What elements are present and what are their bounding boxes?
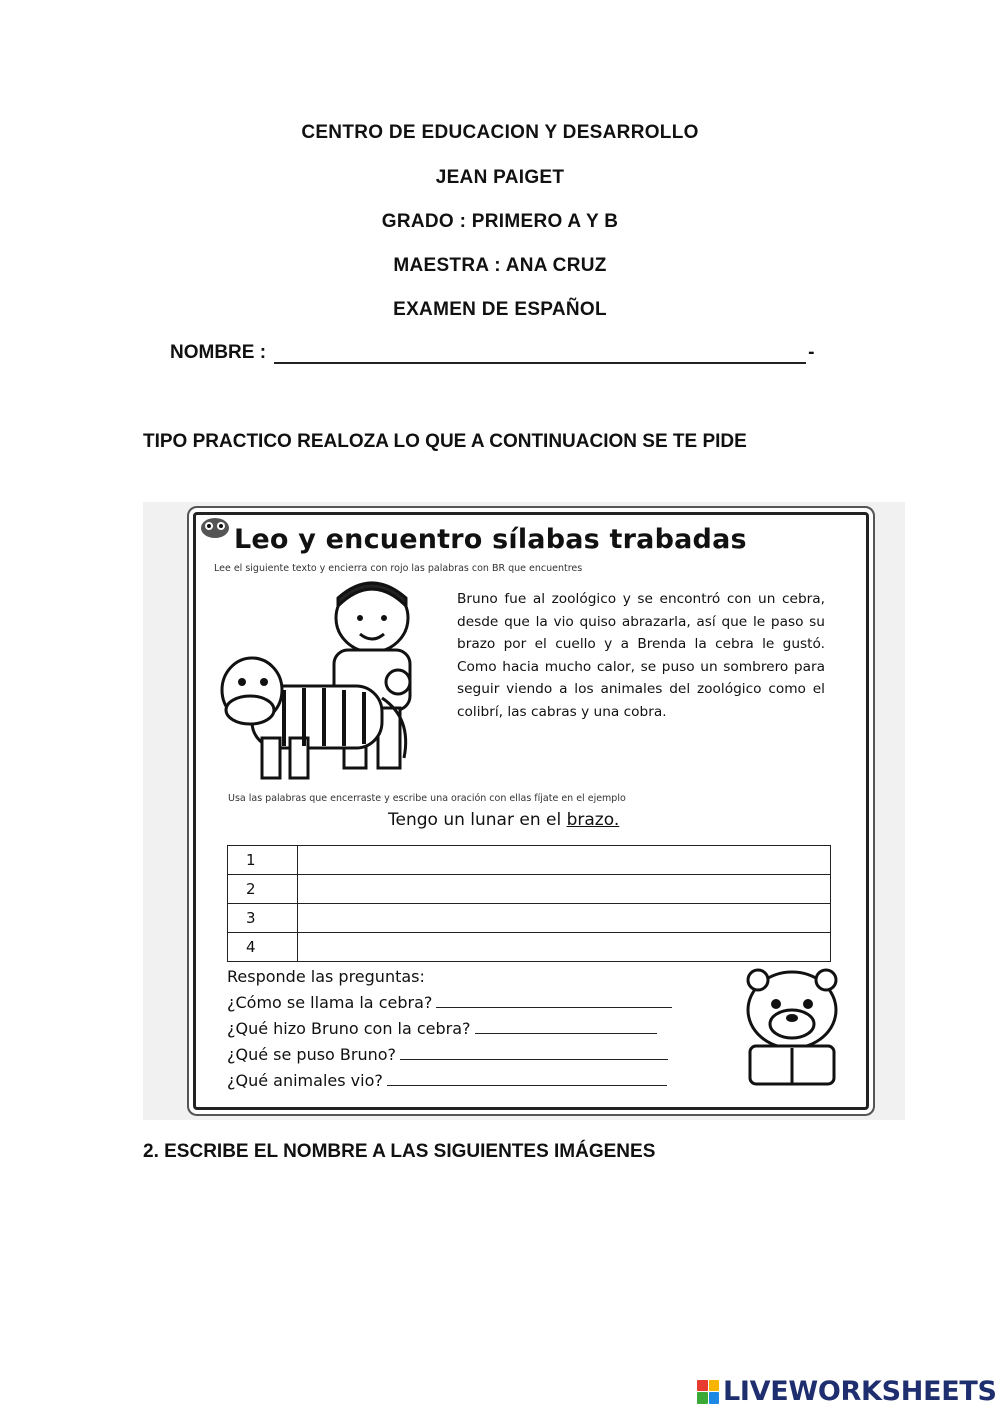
question-item: ¿Qué se puso Bruno? — [227, 1042, 672, 1068]
example-word: brazo. — [566, 810, 620, 830]
tiger-reading-illustration — [720, 968, 860, 1092]
table-row — [228, 875, 831, 904]
example-sentence — [388, 810, 619, 830]
question-item: ¿Cómo se llama la cebra? — [227, 990, 672, 1016]
header-line-5: EXAMEN DE ESPAÑOL — [393, 299, 607, 320]
sentence-lines-table — [227, 845, 831, 962]
name-input-line[interactable] — [274, 344, 806, 364]
sentence-line[interactable] — [298, 846, 831, 875]
brand-text: LIVEWORKSHEETS — [723, 1376, 997, 1407]
sentence-line[interactable] — [298, 904, 831, 933]
row-number: 2 — [228, 875, 298, 904]
question-item: ¿Qué hizo Bruno con la cebra? — [227, 1016, 672, 1042]
liveworksheets-brand — [697, 1376, 997, 1407]
usage-instruction: Usa las palabras que encerraste y escribe una oración con ellas fíjate en el ejemplo — [228, 793, 626, 804]
question-item: ¿Qué animales vio? — [227, 1068, 672, 1094]
boy-and-zebra-illustration — [214, 578, 439, 788]
sentence-line[interactable] — [298, 875, 831, 904]
table-row — [228, 846, 831, 875]
reading-story: Bruno fue al zoológico y se encontró con un cebra, desde que la vio quiso abrazarla, así que le paso su brazo por el cuello y a Brenda la cebra le gustó. Como hacia mucho calor, se puso un sombrero para seguir viendo a los animales del zoológico como el colibrí, las cabras y una cobra. — [457, 591, 825, 720]
sentence-line[interactable] — [298, 933, 831, 962]
name-label: NOMBRE : — [170, 342, 267, 363]
name-row — [170, 342, 814, 364]
header-line-1: CENTRO DE EDUCACION Y DESARROLLO — [301, 122, 699, 143]
example-prefix: Tengo un lunar en el — [388, 810, 562, 830]
header-line-3: GRADO : PRIMERO A Y B — [381, 211, 619, 232]
table-row — [228, 933, 831, 962]
row-number: 1 — [228, 846, 298, 875]
table-row — [228, 904, 831, 933]
answer-line[interactable] — [436, 993, 672, 1008]
worksheet-subtitle: Lee el siguiente texto y encierra con rojo las palabras con BR que encuentres — [214, 563, 583, 574]
answer-line[interactable] — [387, 1071, 667, 1086]
name-line-end: - — [808, 342, 815, 363]
header-line-4: MAESTRA : ANA CRUZ — [393, 255, 607, 276]
questions-block — [227, 964, 672, 1094]
bee-logo-icon — [195, 514, 235, 542]
answer-line[interactable] — [400, 1045, 668, 1060]
row-number: 4 — [228, 933, 298, 962]
header-line-2: JEAN PAIGET — [435, 167, 565, 188]
section-2-heading: 2. ESCRIBE EL NOMBRE A LAS SIGUIENTES IMÁGENES — [143, 1141, 656, 1162]
instruction-text: TIPO PRACTICO REALOZA LO QUE A CONTINUACION SE TE PIDE — [143, 431, 747, 452]
questions-heading: Responde las preguntas: — [227, 967, 425, 986]
liveworksheets-logo-icon — [697, 1380, 719, 1404]
row-number: 3 — [228, 904, 298, 933]
answer-line[interactable] — [475, 1019, 657, 1034]
worksheet-title: Leo y encuentro sílabas trabadas — [234, 524, 747, 555]
